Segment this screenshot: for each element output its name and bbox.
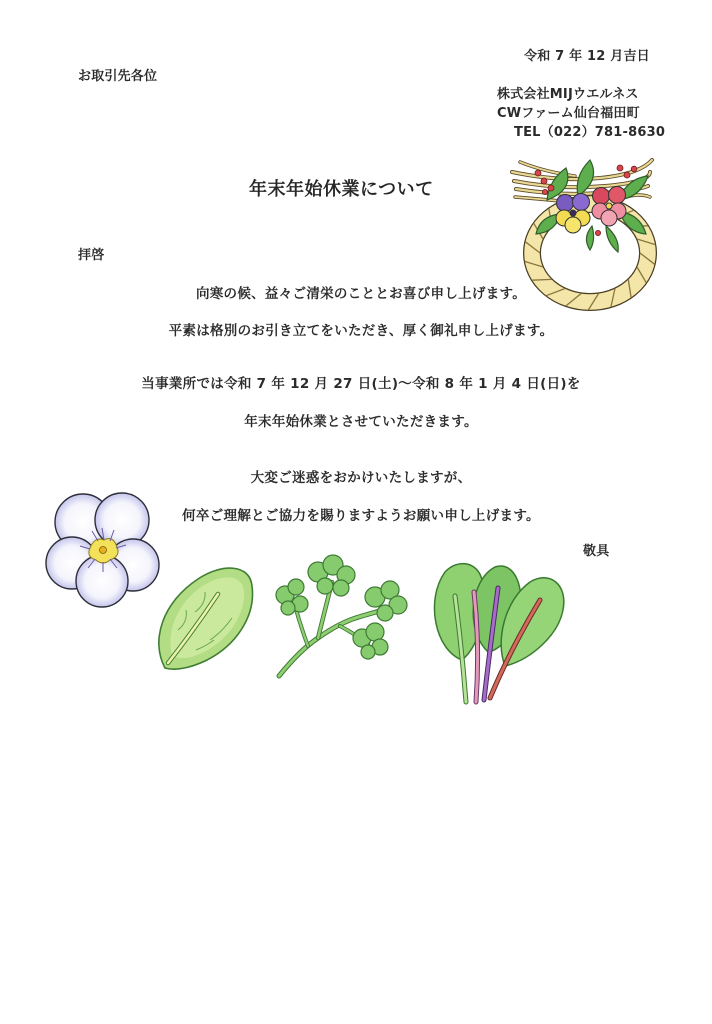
chard-leaves — [434, 564, 563, 666]
chard-stems — [455, 588, 540, 702]
letter-title: 年末年始休業について — [249, 179, 434, 200]
sender-branch: CWファーム仙台福田町 — [497, 106, 640, 121]
opening-word: 拝啓 — [78, 248, 105, 263]
parsley-illustration — [276, 555, 407, 676]
chard-illustration — [434, 564, 563, 702]
closing-word: 敬具 — [583, 544, 610, 559]
parsley-stems — [279, 582, 390, 676]
wreath-pansy-purple — [556, 194, 590, 234]
pansy-center-lines — [80, 528, 126, 572]
sender-tel: TEL（022）781-8630 — [514, 125, 666, 140]
letter-date: 令和 7 年 12 月吉日 — [524, 49, 650, 64]
holly-leaves — [536, 160, 648, 252]
body-line-3: 当事業所では令和 7 年 12 月 27 日(土)～令和 8 年 1 月 4 日(日)を — [141, 376, 581, 392]
body-line-4: 年末年始休業とさせていただきます。 — [244, 414, 478, 430]
body-line-6: 何卒ご理解とご協力を賜りますようお願い申し上げます。 — [182, 508, 540, 524]
recipient: お取引先各位 — [78, 69, 158, 84]
parsley-leaves — [276, 555, 407, 659]
pansy-center — [89, 539, 118, 563]
berries — [535, 165, 637, 236]
sender-company: 株式会社MIJウエルネス — [497, 87, 639, 102]
body-line-2: 平素は格別のお引き立てをいただき、厚く御礼申し上げます。 — [168, 323, 554, 339]
body-line-5: 大変ご迷惑をおかけいたしますが、 — [250, 470, 472, 486]
straw-bundle — [512, 160, 652, 201]
body-line-1: 向寒の候、益々ご清栄のこととお喜び申し上げます。 — [195, 286, 527, 302]
wreath-pansy-red — [592, 187, 626, 227]
lettuce-illustration — [159, 568, 253, 669]
